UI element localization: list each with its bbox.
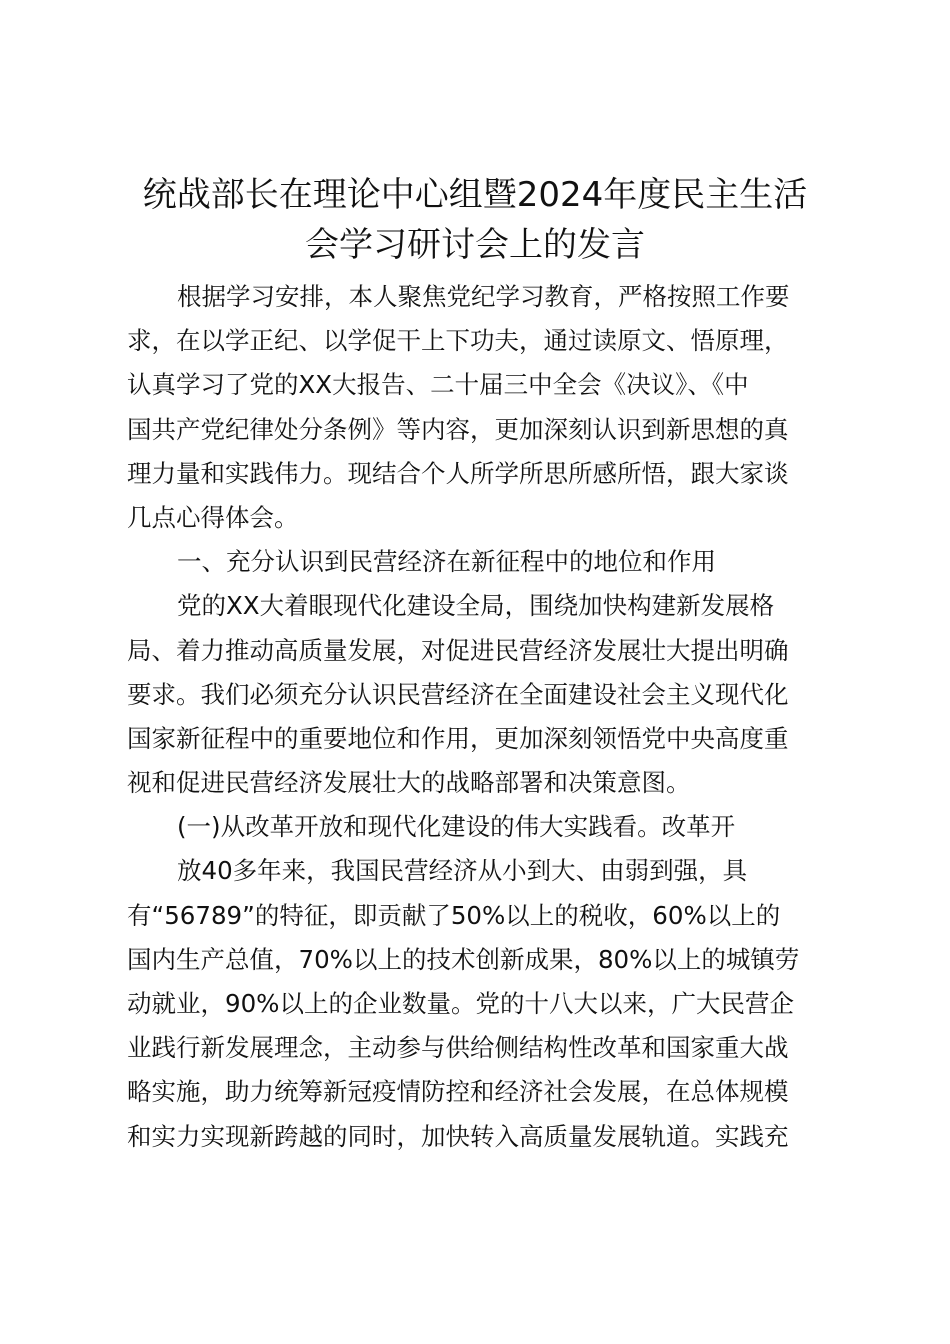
title-line-2: 会学习研讨会上的发言	[305, 225, 645, 265]
text-line: 略实施，助力统筹新冠疫情防控和经济社会发展，在总体规模	[127, 1077, 789, 1107]
text-line: 要求。我们必须充分认识民营经济在全面建设社会主义现代化	[127, 679, 789, 709]
section-heading: 一、充分认识到民营经济在新征程中的地位和作用	[177, 547, 716, 577]
text-line: 视和促进民营经济发展壮大的战略部署和决策意图。	[127, 768, 691, 798]
title-line-1: 统战部长在理论中心组暨2024年度民主生活	[142, 175, 808, 215]
text-line: 局、着力推动高质量发展，对促进民营经济发展壮大提出明确	[127, 635, 789, 665]
text-line: 理力量和实践伟力。现结合个人所学所思所感所悟，跟大家谈	[127, 458, 789, 488]
text-line: 根据学习安排，本人聚焦党纪学习教育，严格按照工作要	[177, 282, 790, 311]
text-line: 和实力实现新跨越的同时，加快转入高质量发展轨道。实践充	[127, 1121, 789, 1151]
text-line: 动就业，90%以上的企业数量。党的十八大以来，广大民营企	[127, 989, 794, 1018]
text-line: 放40多年来，我国民营经济从小到大、由弱到强，具	[177, 856, 748, 886]
text-line: 国家新征程中的重要地位和作用，更加深刻领悟党中央高度重	[127, 723, 789, 753]
text-line: 业践行新发展理念，主动参与供给侧结构性改革和国家重大战	[127, 1033, 789, 1063]
text-line: 求，在以学正纪、以学促干上下功夫，通过读原文、悟原理，	[127, 326, 789, 356]
text-line: 党的XX大着眼现代化建设全局，围绕加快构建新发展格	[177, 591, 775, 621]
document-body	[127, 275, 827, 1159]
text-line: 国内生产总值，70%以上的技术创新成果，80%以上的城镇劳	[127, 944, 800, 974]
text-line: 认真学习了党的XX大报告、二十届三中全会《决议》、《中	[127, 370, 749, 400]
subsection-heading: (一)从改革开放和现代化建设的伟大实践看。改革开	[177, 812, 736, 842]
text-line: 有“56789”的特征，即贡献了50%以上的税收，60%以上的	[127, 900, 781, 930]
document-title	[120, 170, 830, 270]
text-line: 几点心得体会。	[127, 502, 299, 532]
text-line: 国共产党纪律处分条例》等内容，更加深刻认识到新思想的真	[127, 414, 789, 444]
